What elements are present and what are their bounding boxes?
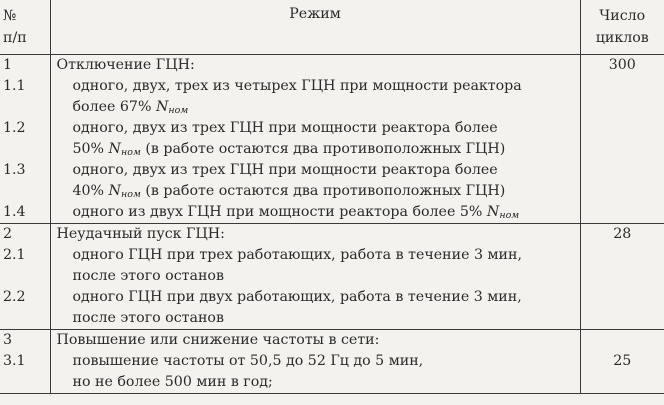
mode-line: Повышение или снижение частоты в сети:: [56, 332, 380, 348]
item-number: [3, 266, 50, 287]
row-cycles: [580, 224, 664, 330]
mode-line: одного ГЦН при двух работающих, работа в течение 3 мин,: [72, 289, 522, 305]
cycles-value: 28: [613, 226, 632, 242]
header-cycles-line1: Число: [599, 8, 646, 24]
nominal-power-symbol: $N_{ном}$: [486, 204, 520, 221]
nominal-power-symbol: $N_{ном}$: [155, 99, 189, 116]
mode-line: одного, двух из трех ГЦН при мощности реактора более: [72, 120, 498, 136]
mode-line: одного из двух ГЦН при мощности реактора более 5% $N_{ном}$: [72, 204, 520, 221]
row-mode-text: [50, 55, 580, 224]
header-cycles: [580, 0, 664, 55]
mode-line: Неудачный пуск ГЦН:: [56, 226, 225, 242]
mode-line: более 67% $N_{ном}$: [72, 99, 189, 116]
item-number: [3, 308, 50, 329]
mode-line: повышение частоты от 50,5 до 52 Гц до 5 мин,: [72, 353, 424, 369]
header-number-symbol: №: [3, 8, 17, 24]
mode-line: 40% $N_{ном}$ (в работе остаются два противоположных ГЦН): [72, 183, 506, 200]
mode-line: одного, двух, трех из четырех ГЦН при мощности реактора: [72, 78, 522, 94]
table-row: [0, 224, 664, 330]
item-number: [3, 97, 50, 118]
row-mode-text: [50, 330, 580, 394]
table-header-row: [0, 0, 664, 55]
nominal-power-subscript: ном: [120, 147, 141, 158]
header-number: [0, 0, 50, 55]
row-numbers: [0, 55, 50, 224]
row-cycles: [580, 330, 664, 394]
nominal-power-subscript: ном: [168, 105, 189, 116]
mode-line: но не более 500 мин в год;: [72, 374, 273, 390]
item-number: 1.1: [3, 78, 26, 94]
item-number: [3, 372, 50, 393]
nominal-power-symbol: $N_{ном}$: [108, 141, 141, 158]
item-number: 2: [3, 226, 13, 242]
item-number: 1.4: [3, 204, 26, 220]
item-number: 3.1: [3, 353, 26, 369]
row-mode-text: [50, 224, 580, 330]
table-body: [0, 55, 664, 394]
mode-line: одного, двух из трех ГЦН при мощности реактора более: [72, 162, 498, 178]
table-row: [0, 55, 664, 224]
item-number: 1.2: [3, 120, 26, 136]
mode-line: после этого останов: [72, 268, 224, 284]
table-row: [0, 330, 664, 394]
header-number-label: п/п: [3, 30, 27, 46]
nominal-power-subscript: ном: [120, 189, 141, 200]
item-number: 2.2: [3, 289, 26, 305]
nominal-power-symbol: $N_{ном}$: [108, 183, 141, 200]
cycles-value: 25: [613, 353, 632, 369]
mode-line: Отключение ГЦН:: [56, 57, 195, 73]
item-number: 2.1: [3, 247, 26, 263]
mode-line: одного ГЦН при трех работающих, работа в течение 3 мин,: [72, 247, 522, 263]
row-numbers: [0, 330, 50, 394]
cycles-value: 300: [608, 57, 636, 73]
nominal-power-subscript: ном: [499, 210, 520, 221]
item-number: [3, 139, 50, 160]
header-cycles-line2: циклов: [595, 30, 649, 46]
item-number: 1: [3, 57, 13, 73]
item-number: 3: [3, 332, 13, 348]
row-numbers: [0, 224, 50, 330]
item-number: 1.3: [3, 162, 26, 178]
mode-line: после этого останов: [72, 310, 224, 326]
header-mode: Режим: [50, 0, 580, 55]
row-cycles: [580, 55, 664, 224]
item-number: [3, 181, 50, 202]
mode-line: 50% $N_{ном}$ (в работе остаются два противоположных ГЦН): [72, 141, 506, 158]
